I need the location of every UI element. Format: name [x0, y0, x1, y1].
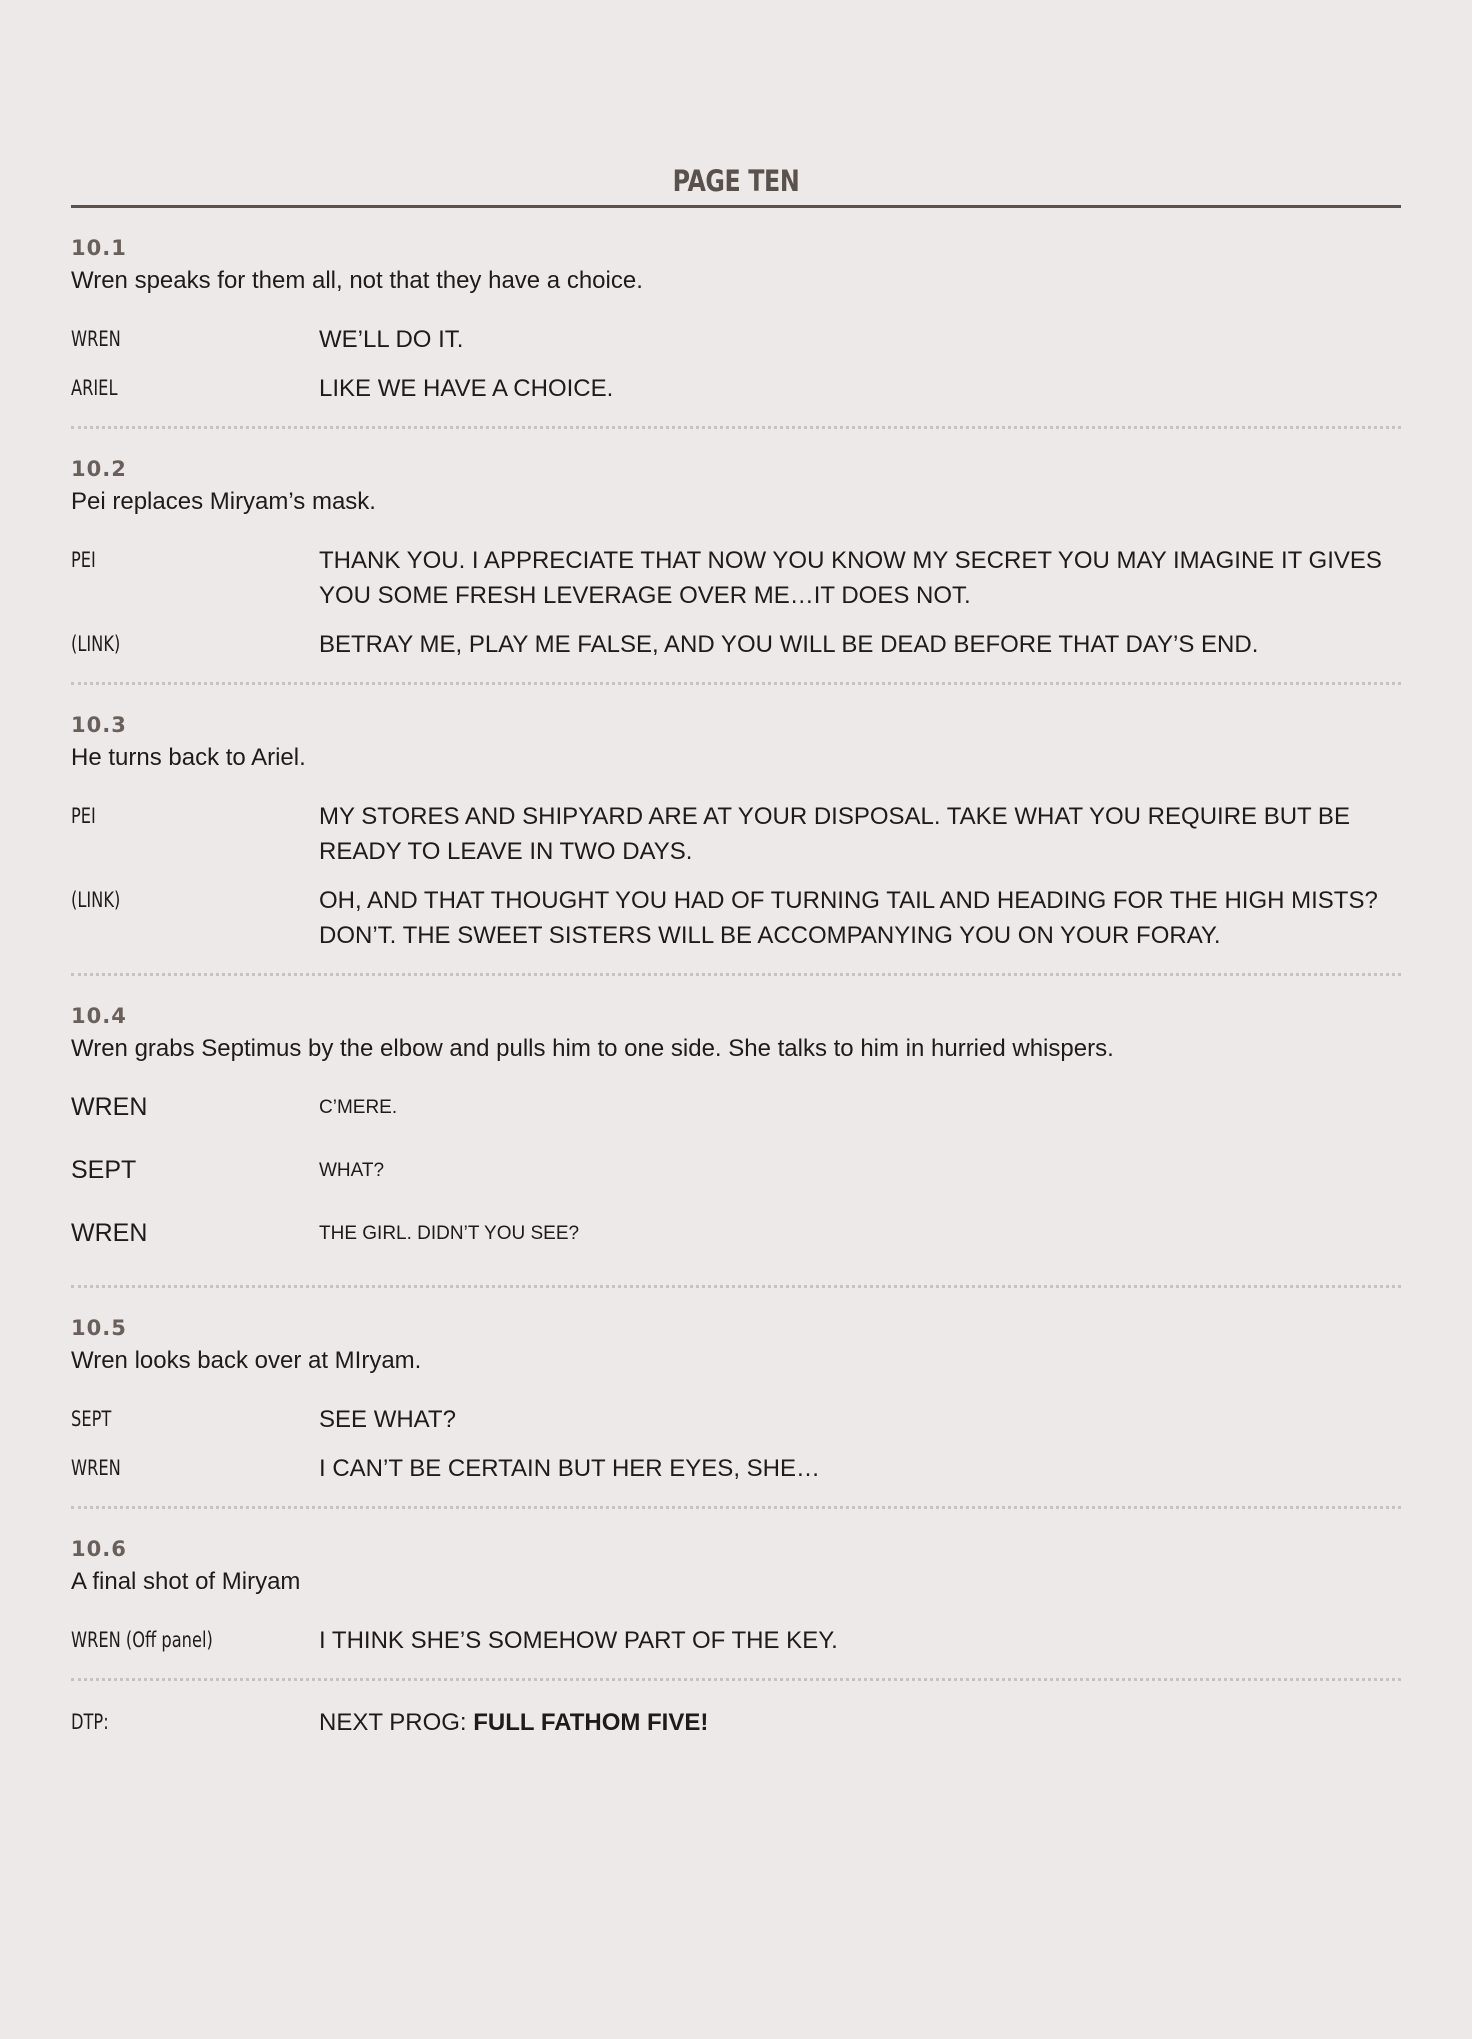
speaker-name: SEPT — [71, 1407, 112, 1431]
panel-10-6 — [71, 1509, 1401, 1681]
panel-description: Wren looks back over at MIryam. — [71, 1347, 422, 1374]
dtp-text — [319, 1705, 1401, 1740]
dialogue-line — [71, 1153, 1401, 1188]
page-header — [71, 160, 1401, 208]
dialogue-line — [71, 1402, 1401, 1437]
dialogue-line — [71, 543, 1401, 613]
dialogue-text: WE’LL DO IT. — [319, 326, 464, 353]
next-prog-title: FULL FATHOM FIVE! — [473, 1709, 709, 1736]
dialogue-line — [71, 883, 1401, 953]
dtp-line — [71, 1705, 1401, 1740]
panel-number: 10.1 — [71, 236, 127, 260]
dialogue-text: BETRAY ME, PLAY ME FALSE, AND YOU WILL BE DEAD BEFORE THAT DAY’S END. — [319, 631, 1259, 658]
script-page — [71, 160, 1401, 1760]
dialogue-text: I THINK SHE’S SOMEHOW PART OF THE KEY. — [319, 1627, 838, 1654]
dialogue-line — [71, 1451, 1401, 1486]
dialogue-line — [71, 1623, 1401, 1658]
panel-description: He turns back to Ariel. — [71, 744, 306, 771]
panel-number: 10.2 — [71, 457, 127, 481]
panel-number: 10.5 — [71, 1316, 127, 1340]
panel-description: Wren grabs Septimus by the elbow and pulls him to one side. She talks to him in hurried whispers. — [71, 1035, 1114, 1062]
speaker-name: WREN — [71, 1093, 148, 1121]
dialogue-line — [71, 799, 1401, 869]
dialogue-text: C’MERE. — [319, 1097, 398, 1118]
panel-10-1 — [71, 208, 1401, 429]
dialogue-text: OH, AND THAT THOUGHT YOU HAD OF TURNING TAIL AND HEADING FOR THE HIGH MISTS? DON’T. THE SWEET SISTERS WILL BE ACCOMPANYING YOU ON YOUR FORAY. — [319, 887, 1378, 949]
dialogue-text: I CAN’T BE CERTAIN BUT HER EYES, SHE… — [319, 1455, 820, 1482]
dialogue-text: THE GIRL. DIDN’T YOU SEE? — [319, 1223, 580, 1244]
speaker-name: WREN — [71, 1456, 121, 1480]
panel-description: Wren speaks for them all, not that they have a choice. — [71, 267, 643, 294]
dtp-note — [71, 1681, 1401, 1760]
dialogue-text: SEE WHAT? — [319, 1406, 456, 1433]
panel-number: 10.6 — [71, 1537, 127, 1561]
panel-10-5 — [71, 1288, 1401, 1509]
panel-description: A final shot of Miryam — [71, 1568, 301, 1595]
panel-10-3 — [71, 685, 1401, 976]
speaker-name: WREN — [71, 1219, 148, 1247]
dialogue-line — [71, 371, 1401, 406]
panel-10-2 — [71, 429, 1401, 685]
dialogue-text: WHAT? — [319, 1160, 385, 1181]
speaker-name: WREN — [71, 327, 121, 351]
dialogue-line — [71, 322, 1401, 357]
panel-number: 10.4 — [71, 1004, 127, 1028]
dialogue-text: THANK YOU. I APPRECIATE THAT NOW YOU KNOW MY SECRET YOU MAY IMAGINE IT GIVES YOU SOME FRESH LEVERAGE OVER ME…IT DOES NOT. — [319, 547, 1382, 609]
speaker-name: PEI — [71, 548, 96, 572]
dialogue-text: LIKE WE HAVE A CHOICE. — [319, 375, 614, 402]
panel-description: Pei replaces Miryam’s mask. — [71, 488, 376, 515]
dialogue-line — [71, 1090, 1401, 1125]
dialogue-text: MY STORES AND SHIPYARD ARE AT YOUR DISPOSAL. TAKE WHAT YOU REQUIRE BUT BE READY TO LEAVE IN TWO DAYS. — [319, 803, 1350, 865]
speaker-name: SEPT — [71, 1156, 137, 1184]
panel-number: 10.3 — [71, 713, 127, 737]
dtp-label: DTP: — [71, 1710, 109, 1734]
speaker-name: WREN (Off panel) — [71, 1628, 213, 1652]
speaker-name: (LINK) — [71, 632, 121, 656]
speaker-name: (LINK) — [71, 888, 121, 912]
speaker-name: ARIEL — [71, 376, 118, 400]
dialogue-line — [71, 627, 1401, 662]
dialogue-line — [71, 1216, 1401, 1251]
speaker-name: PEI — [71, 804, 96, 828]
dtp-prefix: NEXT PROG: — [319, 1709, 474, 1736]
page-title: PAGE TEN — [672, 164, 800, 198]
panel-10-4 — [71, 976, 1401, 1288]
